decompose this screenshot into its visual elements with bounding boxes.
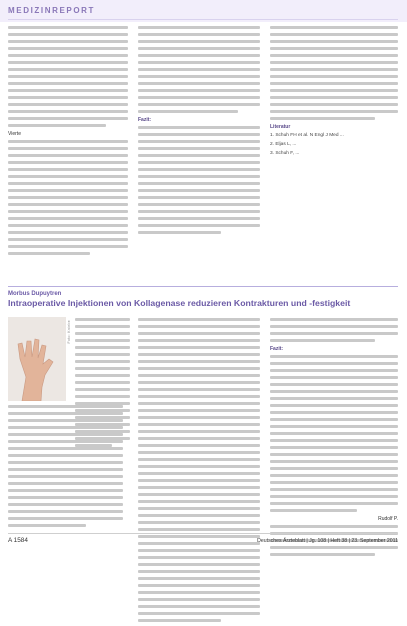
reference-item: 2. Eljas L, ... <box>270 142 297 147</box>
article-headline: Intraoperative Injektionen von Kollagenase reduzieren Kontrakturen und -festigkeit <box>8 298 351 308</box>
reference-item: 1. Schuh FH et al. N Engl J Med ... <box>270 133 344 138</box>
journal-citation: Deutsches Ärzteblatt | Jg. 108 | Heft 38 | 23. September 2011 <box>257 538 398 544</box>
top-column-1 <box>8 26 128 259</box>
article-column-3 <box>270 318 398 560</box>
hand-photo-image <box>8 317 66 401</box>
footer-rule <box>8 533 398 534</box>
reference-item: 3. Schuh F, ... <box>270 151 300 156</box>
paragraph-lead: Vierte <box>8 131 21 137</box>
article-intro-column <box>75 318 130 451</box>
reference-list <box>270 133 398 157</box>
author-signature: Rudolf P. <box>378 516 398 522</box>
fazit-label: Fazit: <box>138 117 152 123</box>
article-fazit-label: Fazit: <box>270 346 284 352</box>
literature-label: Literatur <box>270 124 291 130</box>
article-kicker: Morbus Dupuytren <box>8 291 62 297</box>
top-column-3 <box>270 26 398 160</box>
top-column-2 <box>138 26 260 238</box>
photo-credit: Foto: Kniebe <box>67 320 71 344</box>
page-number: A 1584 <box>8 537 28 544</box>
section-label: MEDIZINREPORT <box>8 6 96 15</box>
hand-photo <box>8 317 66 401</box>
header-rule <box>8 19 398 20</box>
section-divider <box>8 286 398 287</box>
article-column-2 <box>138 318 260 626</box>
